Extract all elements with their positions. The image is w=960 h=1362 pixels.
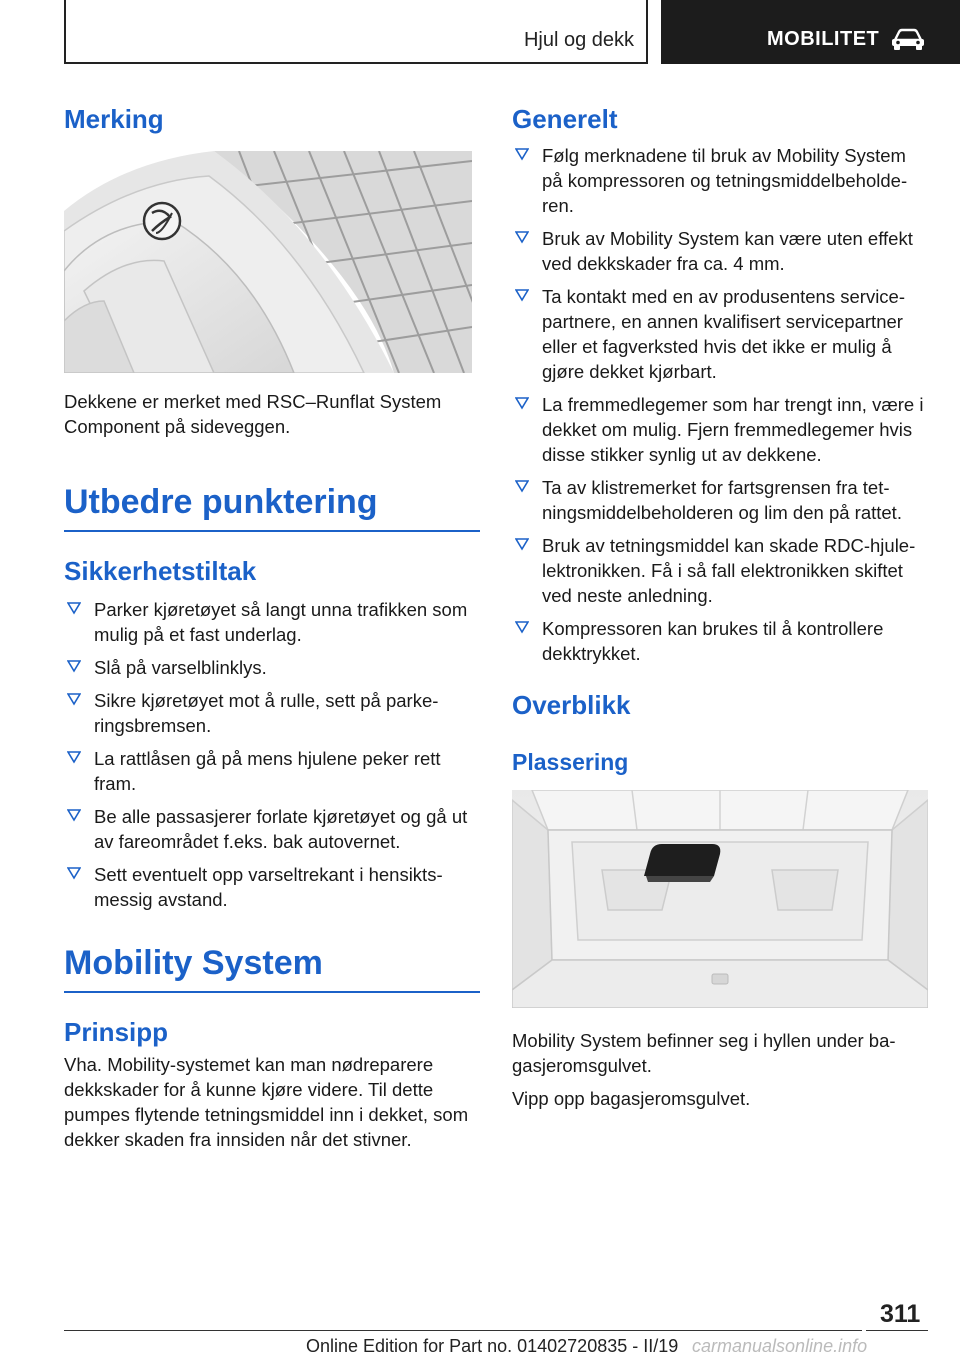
heading-plassering: Plassering — [512, 749, 629, 775]
footer-divider — [64, 1330, 862, 1331]
left-column — [64, 96, 480, 1152]
bullet-triangle-icon — [515, 230, 529, 244]
heading-utbedre-punktering: Utbedre punktering — [64, 483, 480, 532]
watermark: carmanualsonline.info — [692, 1336, 868, 1356]
heading-merking: Merking — [64, 104, 164, 134]
list-item: Ta av klistremerket for fartsgrensen fra tetningsmiddelbeholderen og lim den på rattet. — [512, 475, 928, 525]
page-number: 311 — [880, 1300, 921, 1328]
list-item: La fremmedlegemer som har trengt inn, være i dekket om mulig. Fjern fremmedlegemer hvis disse stikker synlig ut av dekkene. — [512, 392, 928, 467]
header-section-title: Hjul og dekk — [523, 29, 634, 51]
bullet-triangle-icon — [515, 396, 529, 410]
sikkerhetstiltak-list — [64, 597, 480, 912]
bullet-triangle-icon — [67, 601, 81, 615]
chapter-tab — [661, 0, 960, 64]
heading-generelt: Generelt — [512, 104, 618, 134]
list-item: Ta kontakt med en av produsentens servicepartnere, en annen kvalifisert servicepartner eller et fagverksted hvis det ikke er mulig å gjøre dekket kjørbart. — [512, 284, 928, 384]
plassering-text-1: Mobility System befinner seg i hyllen under bagasjeromsgulvet. — [512, 1030, 896, 1076]
list-item: Sikre kjøretøyet mot å rulle, sett på parkeringsbremsen. — [64, 688, 480, 738]
bullet-triangle-icon — [515, 147, 529, 161]
bullet-triangle-icon — [515, 620, 529, 634]
generelt-list — [512, 143, 928, 666]
heading-overblikk: Overblikk — [512, 690, 631, 720]
prinsipp-text: Vha. Mobility-systemet kan man nødreparere dekkskader for å kunne kjøre videre. Til dette pumpes flytende tetningsmiddel inn i dekket, som dekker skaden fra innsiden når det stivner. — [64, 1054, 469, 1150]
edition-text: Online Edition for Part no. 01402720835 - II/19 — [306, 1336, 679, 1356]
list-item: Kompressoren kan brukes til å kontrollere dekktrykket. — [512, 616, 928, 666]
list-item: Bruk av tetningsmiddel kan skade RDC-hjulelektronikken. Få i så fall elektronikken skiftet ved neste anledning. — [512, 533, 928, 608]
bullet-triangle-icon — [515, 537, 529, 551]
list-item: La rattlåsen gå på mens hjulene peker rett fram. — [64, 746, 480, 796]
right-column — [512, 96, 928, 1111]
heading-prinsipp: Prinsipp — [64, 1017, 169, 1047]
running-header — [64, 0, 648, 64]
list-item: Sett eventuelt opp varseltrekant i hensiktsmessig avstand. — [64, 862, 480, 912]
list-item: Be alle passasjerer forlate kjøretøyet og gå ut av fareområdet f.eks. bak autovernet. — [64, 804, 480, 854]
heading-sikkerhetstiltak: Sikkerhetstiltak — [64, 556, 257, 586]
heading-mobility-system: Mobility System — [64, 944, 480, 993]
bullet-triangle-icon — [515, 288, 529, 302]
car-icon — [891, 28, 925, 50]
plassering-text-2: Vipp opp bagasjeromsgulvet. — [512, 1088, 751, 1109]
bullet-triangle-icon — [515, 479, 529, 493]
bullet-triangle-icon — [67, 750, 81, 764]
footer-divider-right — [866, 1330, 928, 1331]
list-item: Følg merknadene til bruk av Mobility System på kompressoren og tetningsmiddelbeholderen. — [512, 143, 928, 218]
bullet-triangle-icon — [67, 866, 81, 880]
header-chapter-title: MOBILITET — [767, 28, 880, 50]
bullet-triangle-icon — [67, 692, 81, 706]
list-item: Bruk av Mobility System kan være uten effekt ved dekkskader fra ca. 4 mm. — [512, 226, 928, 276]
list-item: Parker kjøretøyet så langt unna trafikken som mulig på et fast underlag. — [64, 597, 480, 647]
bullet-triangle-icon — [67, 808, 81, 822]
trunk-figure — [512, 790, 928, 1008]
tire-sidewall-figure — [64, 151, 472, 373]
merking-text: Dekkene er merket med RSC–Runflat System Component på sideveggen. — [64, 391, 442, 437]
bullet-triangle-icon — [67, 659, 81, 673]
list-item: Slå på varselblinklys. — [64, 655, 480, 680]
